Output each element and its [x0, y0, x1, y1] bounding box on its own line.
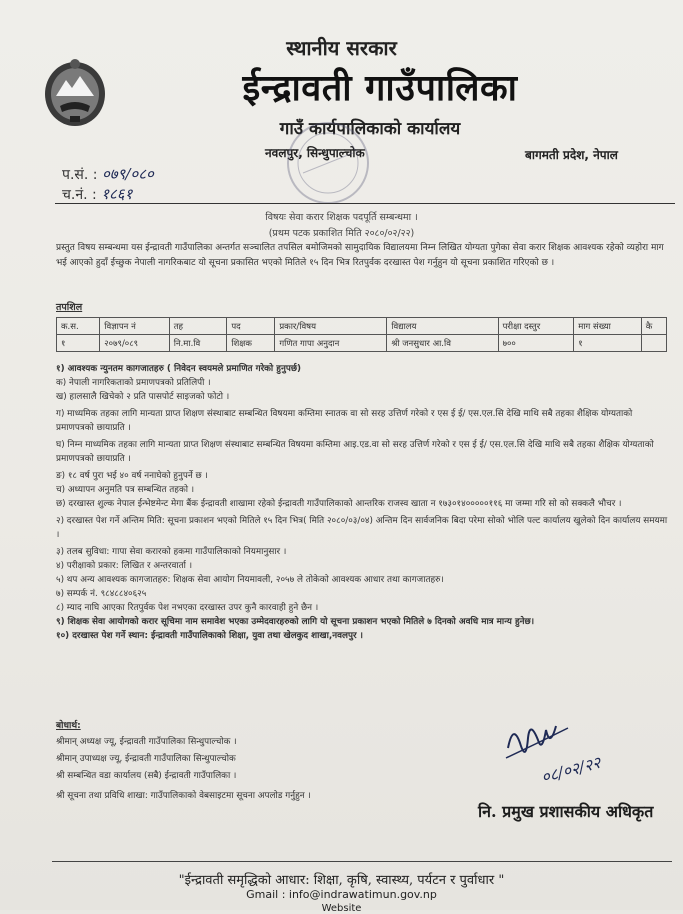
- signature-date: ०८/०२/२२: [539, 752, 603, 787]
- cell-level: नि.मा.वि: [169, 335, 227, 352]
- list-item: ३) तलब सुविधा: गापा सेवा करारको हकमा गाउँपालिकाको नियमानुसार ।: [56, 547, 287, 557]
- list-item: छ) दरखास्त शुल्क नेपाल ईन्भेष्टमेन्ट मेगा बैंक ईन्द्रावती शाखामा रहेको ईन्द्रावती गाउँपालिकाको आन्तरिक राजस्व खाता न १७३०१४०००००११६ मा जम्मा गरि सो को सक्कलै भौचर ।: [56, 499, 622, 509]
- list-item: १) आवश्यक न्युनतम कागजातहरु ( निवेदन स्वयमले प्रमाणित गरेको हुनुपर्छ): [56, 364, 302, 374]
- cn-label: च.नं. :: [62, 187, 97, 203]
- footer-website: Website: [321, 903, 362, 914]
- cc-line: श्री सम्बन्धित वडा कार्यालय (सबै) ईन्द्रावती गाउँपालिका ।: [56, 771, 237, 781]
- patra-sankhya: [62, 164, 154, 184]
- col-level: तह: [169, 318, 227, 335]
- vacancy-table: [56, 317, 667, 352]
- requirements-list: [56, 362, 668, 643]
- cc-line: श्रीमान् उपाध्यक्ष ज्यू, ईन्द्रावती गाउँपालिका सिन्धुपाल्चोक: [56, 754, 236, 764]
- office-address: नवलपुर, सिन्धुपाल्चोक: [265, 146, 365, 160]
- office-seal-stamp: [268, 118, 388, 208]
- list-item: ग) माध्यमिक तहका लागि मान्यता प्राप्त शिक्षण संस्थाबाट सम्बन्धित विषयमा कम्तिमा स्नातक वा सो सरह उत्तिर्ण गरेको र एस ई ई/ एस.एल.सि देखि माथि सबै तहका शैक्षिक योग्यताको प्रमाणपत्रको छायाप्रति ।: [56, 409, 633, 433]
- col-ad-number: विज्ञापन नं: [100, 318, 169, 335]
- cc-title: बोधार्थ:: [56, 721, 81, 731]
- cell-serial: १: [57, 335, 100, 352]
- cn-value: १८६१: [101, 185, 133, 203]
- cc-line: श्रीमान् अध्यक्ष ज्यू, ईन्द्रावती गाउँपालिका सिन्धुपाल्चोक ।: [56, 737, 237, 747]
- cell-ad-number: २०७९/०८९: [100, 335, 169, 352]
- col-school: विद्यालय: [387, 318, 498, 335]
- list-item: ७) सम्पर्क नं. ९८४८८४०६२५: [56, 589, 147, 599]
- list-item: घ) निम्न माध्यमिक तहका लागि मान्यता प्राप्त शिक्षण संस्थाबाट सम्बन्धित विषयमा कम्तिमा आइ.एड.वा सो सरह उत्तिर्ण गरेको र एस ई ई/ एस.एल.सि देखि माथि सबै तहका शैक्षिक योग्यताको प्रमाणपत्रको छायाप्रति ।: [56, 440, 654, 464]
- signatory-title: नि. प्रमुख प्रशासकीय अधिकृत: [478, 802, 654, 821]
- list-item: ९) शिक्षक सेवा आयोगको करार सूचिमा नाम समावेश भएका उम्मेदवारहरुको लागि यो सूचना प्रकाशन भएको मितिले ७ दिनको अवधि मात्र मान्य हुनेछ।: [56, 617, 535, 627]
- handwritten-signature: [498, 708, 618, 788]
- col-serial: क.स.: [57, 318, 100, 335]
- intro-paragraph: प्रस्तुत विषय सम्बन्धमा यस ईन्द्रावती गाउँपालिका अन्तर्गत सञ्चालित तपसिल बमोजिमको सामुदायिक विद्यालयमा निम्न लिखित योग्यता पुगेका सेवा करार शिक्षक आवश्यक रहेको व्यहोरा माग भई आएको हुदाँ ईच्छुक नेपाली नागरिकबाट यो सूचना प्रकासित भएको मितिले १५ दिन भित्र रितपुर्वक दरखास्त पेश गर्नुहुन यो सूचना प्रकाशित गरिएको छ ।: [56, 243, 664, 268]
- list-item: च) अध्यापन अनुमति पत्र सम्बन्धित तहको ।: [56, 485, 195, 495]
- col-exam-fee: परीक्षा दस्तुर: [498, 318, 574, 335]
- footer-divider: [52, 861, 672, 862]
- province-name: बागमती प्रदेश, नेपाल: [525, 148, 618, 162]
- subject-line: विषयः सेवा करार शिक्षक पदपूर्ति सम्बन्धमा ।: [265, 212, 418, 223]
- cell-school: श्री जनसुधार आ.वि: [387, 335, 498, 352]
- cell-post: शिक्षक: [227, 335, 275, 352]
- municipality-name: ईन्द्रावती गाउँपालिका: [242, 67, 518, 109]
- office-name: गाउँ कार्यपालिकाको कार्यालय: [279, 119, 461, 139]
- list-item: २) दरखास्त पेश गर्ने अन्तिम मिति: सूचना प्रकाशन भएको मितिले १५ दिन भित्र( मिति २०८०/०३/०४) अन्तिम दिन सार्वजनिक बिदा परेमा सोको भोलि पल्ट कार्यालय खुलेको दिन कार्यालय समयमा ।: [56, 516, 668, 540]
- col-demand-count: माग संख्या: [574, 318, 642, 335]
- table-title: तपशिल: [56, 302, 83, 313]
- list-item: ङ) १८ वर्ष पुरा भई ४० वर्ष ननाघेको हुनुपर्ने छ ।: [56, 471, 208, 481]
- list-item: क) नेपाली नागरिकताको प्रमाणपत्रको प्रतिलिपी ।: [56, 378, 211, 388]
- col-type-subject: प्रकार/विषय: [275, 318, 387, 335]
- list-item: ख) हालसालै खिचेको २ प्रति पासपोर्ट साइजको फोटो ।: [56, 392, 230, 402]
- list-item: ५) थप अन्य आवश्यक कागजातहरु: शिक्षक सेवा आयोग नियमावली, २०५७ ले तोकेको आवश्यक आधार तथा कागजातहरु।: [56, 575, 444, 585]
- cell-demand-count: १: [574, 335, 642, 352]
- header-local-government: स्थानीय सरकार: [286, 36, 397, 60]
- ps-label: प.सं. :: [62, 167, 98, 183]
- list-item: १०) दरखास्त पेश गर्ने स्थान: ईन्द्रावती गाउँपालिकाको शिक्षा, युवा तथा खेलकुद शाखा,नवलपुर ।: [56, 631, 363, 641]
- table-row: [57, 335, 667, 352]
- list-item: ८) म्याद नाघि आएका रितपुर्वक पेश नभएका दरखास्त उपर कुनै कारवाही हुने छैन ।: [56, 603, 319, 613]
- cell-exam-fee: ७००: [498, 335, 574, 352]
- footer-slogan: "ईन्द्रावती समृद्धिको आधार: शिक्षा, कृषि, स्वास्थ्य, पर्यटन र पुर्वाधार ": [178, 873, 505, 888]
- cc-line: श्री सूचना तथा प्रविधि शाखा: गाउँपालिकाको वेबसाइटमा सूचना अपलोड गर्नुहुन ।: [56, 791, 311, 801]
- list-item: ४) परीक्षाको प्रकार: लिखित र अन्तरवार्ता ।: [56, 561, 193, 571]
- col-post: पद: [227, 318, 275, 335]
- nepal-government-emblem-icon: [42, 56, 108, 128]
- ps-value: ०७९/०८०: [101, 165, 154, 183]
- cell-remarks: [641, 335, 666, 352]
- footer-email: Gmail : info@indrawatimun.gov.np: [246, 888, 437, 901]
- cell-type-subject: गणित गापा अनुदान: [275, 335, 387, 352]
- publication-date: (प्रथम पटक प्रकाशित मिति २०८०/०२/२२): [268, 228, 415, 239]
- header-divider: [55, 203, 675, 204]
- col-remarks: कै: [641, 318, 666, 335]
- table-header-row: [57, 318, 667, 335]
- chalani-number: [62, 184, 132, 204]
